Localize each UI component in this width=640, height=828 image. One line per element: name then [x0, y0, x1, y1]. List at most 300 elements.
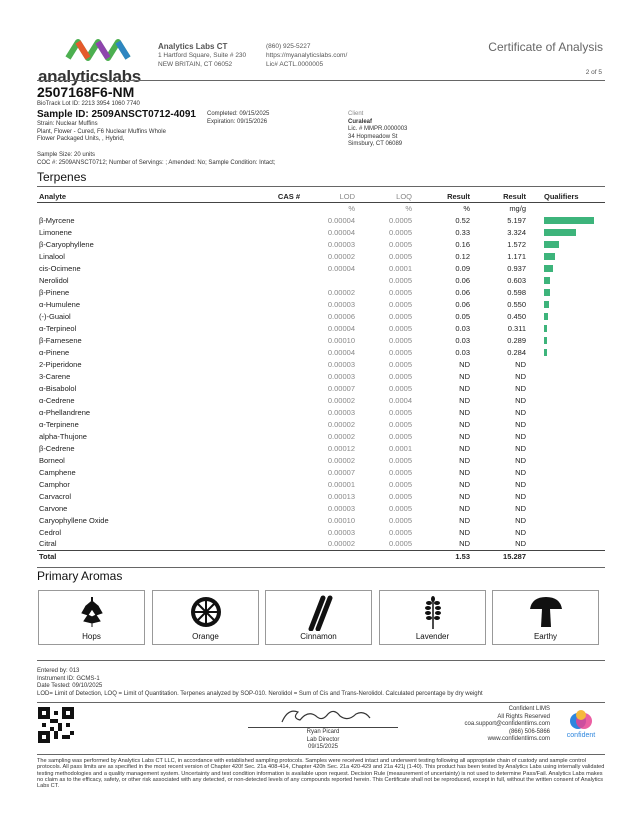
- lod-cell: 0.00003: [327, 527, 355, 537]
- lod-cell: 0.00002: [327, 431, 355, 441]
- analyte-cell: (-)-Guaiol: [39, 311, 71, 321]
- result-bar: [544, 337, 547, 344]
- result-mg-cell: ND: [515, 371, 526, 381]
- cas-cell: [232, 238, 302, 250]
- aroma-earthy: [492, 590, 599, 645]
- result-mg-cell: 0.311: [507, 323, 526, 333]
- qualifier-cell: [528, 406, 605, 418]
- loq-cell: 0.0004: [389, 395, 412, 405]
- result-mg-cell: ND: [515, 431, 526, 441]
- cas-cell: [232, 310, 302, 322]
- result-mg-cell: 0.450: [507, 311, 526, 321]
- result-mg-cell: 5.197: [507, 215, 526, 225]
- result-mg-cell: ND: [515, 539, 526, 549]
- lod-cell: 0.00010: [327, 515, 355, 525]
- loq-cell: 0.0005: [389, 455, 412, 465]
- loq-cell: 0.0005: [389, 383, 412, 393]
- col-cas: CAS #: [232, 191, 302, 202]
- result-mg-cell: ND: [515, 443, 526, 453]
- client-address2: Simsbury, CT 06089: [348, 141, 403, 147]
- qualifier-cell: [528, 286, 605, 298]
- mushroom-icon: [526, 595, 566, 631]
- cas-cell: [232, 454, 302, 466]
- result-mg-cell: ND: [515, 395, 526, 405]
- confident-logo-text: confident: [566, 732, 596, 739]
- cas-cell: [232, 214, 302, 226]
- loq-cell: 0.0005: [389, 275, 412, 285]
- lims-website[interactable]: www.confidentlims.com: [487, 736, 550, 742]
- loq-cell: 0.0005: [389, 359, 412, 369]
- table-row: [37, 490, 605, 502]
- cas-cell: [232, 262, 302, 274]
- analyte-cell: α-Terpinene: [39, 419, 79, 429]
- aroma-label: Earthy: [533, 632, 558, 641]
- result-pct-cell: ND: [459, 491, 470, 501]
- col-qualifiers: Qualifiers: [528, 191, 605, 202]
- result-mg-cell: ND: [515, 407, 526, 417]
- table-row: [37, 478, 605, 490]
- lod-cell: 0.00002: [327, 419, 355, 429]
- result-pct-cell: ND: [459, 467, 470, 477]
- qualifier-cell: [528, 238, 605, 250]
- table-row: [37, 262, 605, 274]
- lod-cell: 0.00004: [327, 323, 355, 333]
- qualifier-cell: [528, 430, 605, 442]
- loq-cell: 0.0005: [389, 347, 412, 357]
- unit-result-pct: %: [463, 203, 470, 213]
- result-bar: [544, 313, 548, 320]
- footer-note: LOD= Limit of Detection, LOQ = Limit of Quantitation. Terpenes analyzed by SOP-010. Nerolidol = Sum of Cis and Trans-Nerolidol. Calculated percentage by dry weight: [37, 690, 483, 697]
- result-pct-cell: 0.16: [455, 239, 470, 249]
- table-row: [37, 406, 605, 418]
- qualifier-cell: [528, 418, 605, 430]
- result-pct-cell: 0.05: [455, 311, 470, 321]
- lod-cell: 0.00002: [327, 539, 355, 549]
- qualifier-cell: [528, 442, 605, 454]
- date-tested: Date Tested: 09/10/2025: [37, 683, 103, 689]
- result-mg-cell: ND: [515, 455, 526, 465]
- qr-code-icon: [38, 707, 74, 743]
- table-row: [37, 274, 605, 286]
- confident-logo: [556, 708, 606, 739]
- cas-cell: [232, 430, 302, 442]
- result-mg-cell: 0.550: [507, 299, 526, 309]
- result-pct-cell: 0.03: [455, 335, 470, 345]
- result-mg-cell: 0.603: [507, 275, 526, 285]
- qualifier-cell: [528, 298, 605, 310]
- table-row: [37, 454, 605, 466]
- analyte-cell: cis-Ocimene: [39, 263, 81, 273]
- result-mg-cell: ND: [515, 491, 526, 501]
- total-mg: 15.287: [472, 550, 528, 562]
- lab-address-line1: 1 Hartford Square, Suite # 230: [158, 52, 247, 59]
- table-row: [37, 214, 605, 226]
- result-pct-cell: ND: [459, 419, 470, 429]
- table-row: [37, 442, 605, 454]
- cas-cell: [232, 418, 302, 430]
- lims-rights: All Rights Reserved: [497, 713, 550, 720]
- analyte-cell: α-Pinene: [39, 347, 70, 357]
- qualifier-cell: [528, 226, 605, 238]
- matrix-line2: Flower Packaged Units, , Hybrid,: [37, 136, 125, 142]
- lims-phone: (866) 506-5866: [508, 728, 550, 735]
- analyte-cell: Nerolidol: [39, 275, 69, 285]
- sample-code: 2507168F6-NM: [37, 84, 135, 100]
- analyte-cell: 2-Piperidone: [39, 359, 82, 369]
- table-row: [37, 466, 605, 478]
- loq-cell: 0.0005: [389, 503, 412, 513]
- result-pct-cell: 0.03: [455, 347, 470, 357]
- qualifier-cell: [528, 322, 605, 334]
- strain: Strain: Nuclear Muffins: [37, 121, 98, 127]
- aroma-label: Orange: [192, 632, 219, 641]
- lims-email[interactable]: coa.support@confidentlims.com: [464, 721, 550, 727]
- aromas-top-divider: [37, 567, 605, 568]
- qualifier-cell: [528, 526, 605, 538]
- col-lod: LOD: [302, 191, 357, 202]
- qualifier-cell: [528, 502, 605, 514]
- loq-cell: 0.0005: [389, 287, 412, 297]
- instrument-id: Instrument ID: GCMS-1: [37, 675, 100, 682]
- table-row: [37, 334, 605, 346]
- terpenes-divider: [37, 186, 605, 187]
- cas-cell: [232, 466, 302, 478]
- cas-cell: [232, 274, 302, 286]
- analyte-cell: Limonene: [39, 227, 72, 237]
- cas-cell: [232, 334, 302, 346]
- lab-phone: (860) 925-5227: [266, 43, 311, 50]
- analyte-cell: α-Phellandrene: [39, 407, 91, 417]
- lod-cell: 0.00006: [327, 311, 355, 321]
- signer-name: Ryan Picard: [306, 729, 340, 735]
- result-mg-cell: 1.171: [507, 251, 526, 261]
- result-mg-cell: ND: [515, 467, 526, 477]
- table-header-row: [37, 191, 605, 202]
- col-analyte: Analyte: [37, 191, 232, 202]
- table-row: [37, 526, 605, 538]
- coc-info: COC #: 2509ANSCT0712; Number of Servings: ; Amended: No; Sample Condition: Intact;: [37, 159, 276, 166]
- document-title: Certificate of Analysis: [488, 40, 603, 54]
- loq-cell: 0.0005: [389, 467, 412, 477]
- result-mg-cell: ND: [515, 383, 526, 393]
- table-row: [37, 310, 605, 322]
- lod-cell: 0.00004: [327, 227, 355, 237]
- result-mg-cell: 1.572: [507, 239, 526, 249]
- result-mg-cell: ND: [515, 479, 526, 489]
- table-row: [37, 322, 605, 334]
- result-pct-cell: 0.33: [455, 227, 470, 237]
- sample-size: Sample Size: 20 units: [37, 152, 96, 158]
- disclaimer-divider: [37, 754, 605, 755]
- cas-cell: [232, 514, 302, 526]
- result-pct-cell: 0.03: [455, 323, 470, 333]
- footer-divider: [37, 702, 605, 703]
- lod-cell: 0.00013: [327, 491, 355, 501]
- total-pct: 1.53: [414, 550, 472, 562]
- analyte-cell: Carvone: [39, 503, 68, 513]
- client-license: Lic. # MMPR.0000003: [348, 126, 408, 132]
- col-result-mg: Result: [472, 191, 528, 202]
- analyte-cell: α-Humulene: [39, 299, 81, 309]
- qualifier-cell: [528, 490, 605, 502]
- cas-cell: [232, 226, 302, 238]
- logo-mark-icon: [38, 34, 150, 64]
- result-pct-cell: 0.52: [455, 215, 470, 225]
- loq-cell: 0.0005: [389, 311, 412, 321]
- result-bar: [544, 325, 547, 332]
- lod-cell: 0.00004: [327, 215, 355, 225]
- result-bar: [544, 253, 555, 260]
- lod-cell: 0.00004: [327, 263, 355, 273]
- lod-cell: 0.00007: [327, 383, 355, 393]
- table-row: [37, 538, 605, 550]
- result-mg-cell: 0.289: [507, 335, 526, 345]
- loq-cell: 0.0005: [389, 407, 412, 417]
- cas-cell: [232, 406, 302, 418]
- qualifier-cell: [528, 454, 605, 466]
- result-pct-cell: ND: [459, 455, 470, 465]
- analyte-cell: β-Myrcene: [39, 215, 75, 225]
- lab-address-line2: NEW BRITAIN, CT 06052: [158, 61, 233, 68]
- cas-cell: [232, 346, 302, 358]
- cas-cell: [232, 502, 302, 514]
- analyte-cell: Camphor: [39, 479, 70, 489]
- cas-cell: [232, 394, 302, 406]
- client-address1: 34 Hopmeadow St: [348, 133, 398, 140]
- result-pct-cell: ND: [459, 395, 470, 405]
- analyte-cell: β-Farnesene: [39, 335, 82, 345]
- qualifier-cell: [528, 394, 605, 406]
- lod-cell: 0.00002: [327, 287, 355, 297]
- analyte-cell: alpha-Thujone: [39, 431, 87, 441]
- result-bar: [544, 289, 550, 296]
- result-pct-cell: ND: [459, 443, 470, 453]
- cas-cell: [232, 382, 302, 394]
- qualifier-cell: [528, 262, 605, 274]
- table-row: [37, 346, 605, 358]
- cas-cell: [232, 442, 302, 454]
- table-row: [37, 286, 605, 298]
- aroma-hops: [38, 590, 145, 645]
- result-pct-cell: 0.09: [455, 263, 470, 273]
- analyte-cell: β-Pinene: [39, 287, 70, 297]
- loq-cell: 0.0005: [389, 479, 412, 489]
- result-pct-cell: ND: [459, 359, 470, 369]
- lab-website[interactable]: https://myanalyticslabs.com/: [266, 52, 348, 59]
- table-row: [37, 370, 605, 382]
- lod-cell: 0.00012: [327, 443, 355, 453]
- qualifier-cell: [528, 382, 605, 394]
- col-loq: LOQ: [357, 191, 414, 202]
- table-row: [37, 394, 605, 406]
- qr-code[interactable]: [38, 707, 74, 743]
- analyte-cell: Linalool: [39, 251, 65, 261]
- lavender-icon: [418, 595, 448, 631]
- client-heading: Client: [348, 111, 364, 117]
- table-row: [37, 430, 605, 442]
- analyte-cell: α-Cedrene: [39, 395, 75, 405]
- analyte-cell: 3-Carene: [39, 371, 71, 381]
- loq-cell: 0.0001: [389, 263, 412, 273]
- total-label: Total: [37, 550, 232, 562]
- table-row: [37, 502, 605, 514]
- qualifier-cell: [528, 370, 605, 382]
- qualifier-cell: [528, 358, 605, 370]
- col-result-pct: Result: [414, 191, 472, 202]
- lab-name: Analytics Labs CT: [158, 42, 228, 51]
- client-name: Curaleaf: [348, 118, 373, 125]
- cas-cell: [232, 478, 302, 490]
- qualifier-cell: [528, 514, 605, 526]
- result-mg-cell: ND: [515, 515, 526, 525]
- cas-cell: [232, 250, 302, 262]
- analyte-cell: Cedrol: [39, 527, 62, 537]
- lod-cell: [302, 274, 357, 286]
- result-mg-cell: ND: [515, 359, 526, 369]
- result-pct-cell: ND: [459, 407, 470, 417]
- analyte-cell: α-Bisabolol: [39, 383, 77, 393]
- result-pct-cell: ND: [459, 539, 470, 549]
- qualifier-cell: [528, 214, 605, 226]
- lims-name: Confident LIMS: [508, 706, 550, 712]
- total-row: [37, 550, 605, 562]
- loq-cell: 0.0005: [389, 215, 412, 225]
- qualifier-cell: [528, 250, 605, 262]
- analyte-cell: Carvacrol: [39, 491, 72, 501]
- loq-cell: 0.0005: [389, 539, 412, 549]
- result-pct-cell: ND: [459, 527, 470, 537]
- result-mg-cell: 0.284: [507, 347, 526, 357]
- analyte-cell: α-Terpineol: [39, 323, 77, 333]
- sample-id: Sample ID: 2509ANSCT0712-4091: [37, 109, 196, 120]
- signature: [270, 704, 390, 728]
- loq-cell: 0.0005: [389, 491, 412, 501]
- analyte-cell: β-Cedrene: [39, 443, 75, 453]
- qualifier-cell: [528, 466, 605, 478]
- loq-cell: 0.0005: [389, 239, 412, 249]
- matrix-line1: Plant, Flower - Cured, F6 Nuclear Muffins Whole: [37, 128, 166, 135]
- loq-cell: 0.0005: [389, 419, 412, 429]
- hops-icon: [77, 595, 107, 629]
- unit-result-mg: mg/g: [509, 203, 526, 213]
- result-bar: [544, 277, 550, 284]
- aromas-title: Primary Aromas: [37, 569, 123, 583]
- orange-icon: [189, 595, 223, 629]
- table-row: [37, 226, 605, 238]
- analyte-cell: β-Caryophyllene: [39, 239, 94, 249]
- company-logo: [38, 34, 150, 86]
- cas-cell: [232, 358, 302, 370]
- lod-cell: 0.00004: [327, 347, 355, 357]
- logo-wordmark: analyticslabs: [38, 67, 141, 86]
- units-row: [37, 202, 605, 214]
- loq-cell: 0.0001: [389, 443, 412, 453]
- qualifier-cell: [528, 334, 605, 346]
- cas-cell: [232, 298, 302, 310]
- lab-license: Lic# ACTL.0000005: [266, 61, 324, 68]
- result-mg-cell: ND: [515, 419, 526, 429]
- qualifier-cell: [528, 274, 605, 286]
- loq-cell: 0.0005: [389, 335, 412, 345]
- table-row: [37, 250, 605, 262]
- result-mg-cell: ND: [515, 527, 526, 537]
- lod-cell: 0.00001: [327, 479, 355, 489]
- result-pct-cell: ND: [459, 383, 470, 393]
- aroma-orange: [152, 590, 259, 645]
- lod-cell: 0.00010: [327, 335, 355, 345]
- lod-cell: 0.00007: [327, 467, 355, 477]
- loq-cell: 0.0005: [389, 299, 412, 309]
- loq-cell: 0.0005: [389, 527, 412, 537]
- result-mg-cell: 0.937: [507, 263, 526, 273]
- result-pct-cell: 0.06: [455, 299, 470, 309]
- lod-cell: 0.00003: [327, 503, 355, 513]
- result-pct-cell: 0.06: [455, 287, 470, 297]
- result-bar: [544, 229, 576, 236]
- table-row: [37, 298, 605, 310]
- qualifier-cell: [528, 478, 605, 490]
- header-divider: [37, 80, 605, 81]
- analyte-cell: Camphene: [39, 467, 76, 477]
- loq-cell: 0.0005: [389, 251, 412, 261]
- result-mg-cell: ND: [515, 503, 526, 513]
- qualifier-cell: [528, 538, 605, 550]
- unit-lod: %: [348, 203, 355, 213]
- analyte-cell: Citral: [39, 539, 57, 549]
- cas-cell: [232, 526, 302, 538]
- result-pct-cell: ND: [459, 431, 470, 441]
- lod-cell: 0.00003: [327, 239, 355, 249]
- result-mg-cell: 3.324: [507, 227, 526, 237]
- loq-cell: 0.0005: [389, 431, 412, 441]
- lod-cell: 0.00003: [327, 371, 355, 381]
- result-pct-cell: ND: [459, 503, 470, 513]
- loq-cell: 0.0005: [389, 227, 412, 237]
- result-bar: [544, 217, 594, 224]
- table-row: [37, 382, 605, 394]
- result-mg-cell: 0.598: [507, 287, 526, 297]
- loq-cell: 0.0005: [389, 323, 412, 333]
- terpenes-table: [37, 191, 605, 562]
- terpenes-title: Terpenes: [37, 170, 87, 184]
- lod-cell: 0.00003: [327, 359, 355, 369]
- completed-date: Completed: 09/15/2025: [207, 111, 270, 117]
- analyte-cell: Caryophyllene Oxide: [39, 515, 109, 525]
- expiration-date: Expiration: 09/15/2026: [207, 118, 268, 125]
- cas-cell: [232, 322, 302, 334]
- signed-date: 09/15/2025: [307, 744, 339, 750]
- result-pct-cell: ND: [459, 371, 470, 381]
- aroma-label: Lavender: [415, 632, 450, 641]
- aroma-label: Cinnamon: [300, 632, 337, 641]
- cas-cell: [232, 370, 302, 382]
- table-row: [37, 238, 605, 250]
- confident-logo-icon: [569, 708, 593, 732]
- result-bar: [544, 301, 549, 308]
- aroma-cinnamon: [265, 590, 372, 645]
- page-number: 2 of 5: [585, 69, 602, 76]
- aroma-lavender: [379, 590, 486, 645]
- signature-line: [248, 727, 398, 728]
- result-bar: [544, 241, 559, 248]
- result-bar: [544, 349, 547, 356]
- cas-cell: [232, 490, 302, 502]
- lod-cell: 0.00002: [327, 395, 355, 405]
- aromas-bottom-divider: [37, 660, 605, 661]
- lod-cell: 0.00003: [327, 299, 355, 309]
- lod-cell: 0.00002: [327, 251, 355, 261]
- disclaimer: The sampling was performed by Analytics Labs CT LLC, in accordance with established sampling protocols. Samples were received intact and underwent testing following all appropriate chain of custody and sample control protocols. All pass limits are as specified in the most recent version of Chapter 420f Sec. 21a 408-414, Chapter 420h Sec. 21a 420-429 and 21a 421j (1-40). This product has been tested by Analytics Labs using internally validated testing methodologies and a quality management system. Uncertainty and test condition information is available upon request. Decision Rule (measurement of uncertainty) is not used to determine Pass/Fail. Analytics Labs makes no claim as to the efficacy, safety, or other risk associated with any detected, or non-detected levels of any compounds reported herein. This Certificate shall not be reproduced, except in full, without the written consent of Analytics Labs CT.: [37, 758, 605, 790]
